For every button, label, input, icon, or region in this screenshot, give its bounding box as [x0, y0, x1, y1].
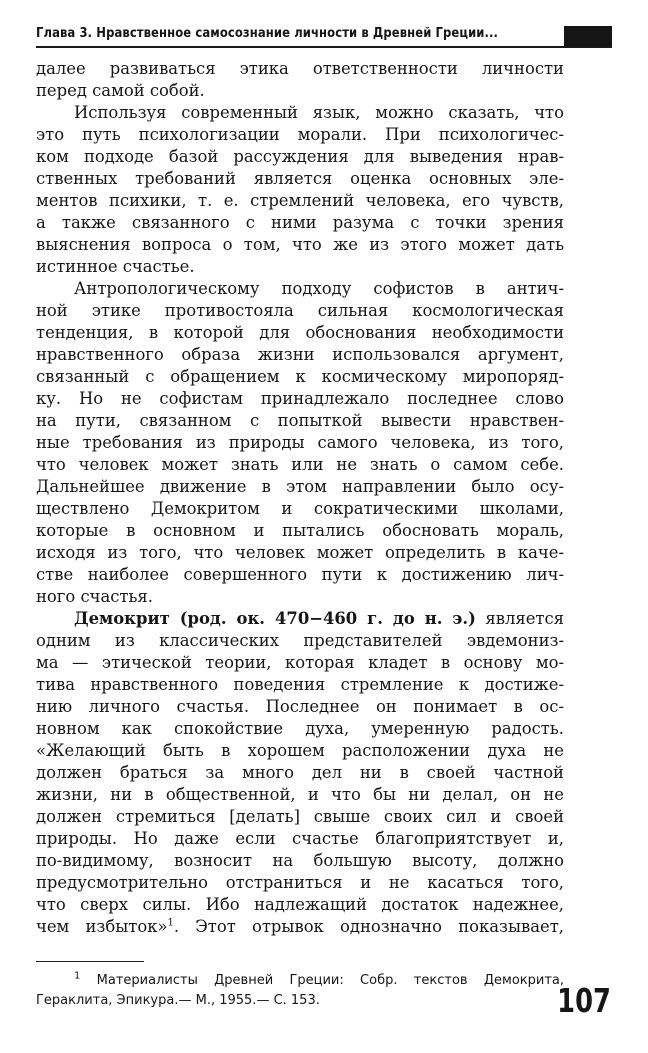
footnote-marker: 1 — [74, 971, 81, 982]
text-line — [36, 190, 564, 212]
line-text: нию личного счастья. Последнее он понимает в ос- — [36, 697, 564, 716]
line-text: ной этике противостояла сильная космологическая — [36, 301, 564, 320]
running-head-title: Глава 3. Нравственное самосознание личности в Древней Греции... — [36, 25, 499, 41]
text-line — [36, 894, 564, 916]
footnote-reference: 1 — [167, 917, 174, 929]
text-line — [36, 850, 564, 872]
line-text: одним из классических представителей эвдемониз- — [36, 631, 564, 650]
line-text: далее развиваться этика ответственности личности — [36, 59, 564, 78]
line-text: предусмотрительно отстраниться и не касаться того, — [36, 873, 564, 892]
footnote-line — [36, 971, 564, 991]
text-line — [36, 212, 564, 234]
text-line — [36, 718, 564, 740]
line-text: ществлено Демокритом и сократическими школами, — [36, 499, 564, 518]
running-head — [36, 24, 612, 48]
text-line — [36, 476, 564, 498]
footnote — [36, 971, 564, 1011]
page-number: 107 — [557, 981, 611, 1020]
line-text: . Этот отрывок однозначно показывает, — [173, 917, 564, 936]
line-text: на пути, связанном с попыткой вывести нравствен- — [36, 411, 564, 430]
text-line — [36, 806, 564, 828]
text-line — [36, 872, 564, 894]
text-line — [36, 256, 564, 278]
text-line — [36, 652, 564, 674]
line-text: Антропологическому подходу софистов в антич- — [74, 279, 564, 298]
line-text: жизни, ни в общественной, и что бы ни делал, он не — [36, 785, 564, 804]
bold-name: Демокрит (род. ок. 470−460 г. до н. э.) — [74, 609, 476, 628]
text-line — [36, 740, 564, 762]
line-text: Используя современный язык, можно сказать, что — [74, 103, 564, 122]
text-line — [36, 630, 564, 652]
line-text: ного счастья. — [36, 587, 153, 606]
line-text: должен стремиться [делать] свыше своих сил и своей — [36, 807, 564, 826]
text-line — [36, 916, 564, 938]
line-text: по-видимому, возносит на большую высоту, должно — [36, 851, 564, 870]
line-text: является — [475, 609, 564, 628]
text-line — [36, 498, 564, 520]
text-line — [36, 410, 564, 432]
line-text: Гераклита, Эпикура.— М., 1955.— С. 153. — [36, 993, 320, 1008]
text-line — [36, 234, 564, 256]
text-line — [36, 344, 564, 366]
line-text: что сверх силы. Ибо надлежащий достаток надежнее, — [36, 895, 564, 914]
line-text: нравственного образа жизни использовался аргумент, — [36, 345, 564, 364]
text-line — [36, 564, 564, 586]
footnote-divider — [36, 961, 144, 962]
line-text: это путь психологизации морали. При психологичес- — [36, 125, 564, 144]
text-line — [36, 674, 564, 696]
line-text: ку. Но не софистам принадлежало последнее слово — [36, 389, 564, 408]
line-text: перед самой собой. — [36, 81, 205, 100]
text-line — [36, 828, 564, 850]
line-text: выяснения вопроса о том, что же из этого может дать — [36, 235, 564, 254]
text-line — [36, 432, 564, 454]
text-line — [36, 322, 564, 344]
line-text: ком подходе базой рассуждения для выведения нрав- — [36, 147, 564, 166]
line-text: природы. Но даже если счастье благоприятствует и, — [36, 829, 564, 848]
running-head-bar — [564, 26, 612, 46]
line-text: Дальнейшее движение в этом направлении было осу- — [36, 477, 564, 496]
line-text: Материалисты Древней Греции: Собр. текстов Демокрита, — [80, 973, 564, 988]
line-text: новном как спокойствие духа, умеренную радость. — [36, 719, 564, 738]
text-line — [36, 102, 564, 124]
line-text: ные требования из природы самого человека, из того, — [36, 433, 564, 452]
text-line — [36, 168, 564, 190]
text-line — [36, 146, 564, 168]
line-text: которые в основном и пытались обосновать мораль, — [36, 521, 564, 540]
text-line — [36, 58, 564, 80]
line-text: а также связанного с ними разума с точки зрения — [36, 213, 564, 232]
text-line — [36, 124, 564, 146]
text-line — [36, 542, 564, 564]
line-text: тенденция, в которой для обоснования необходимости — [36, 323, 564, 342]
text-line — [36, 388, 564, 410]
text-line — [36, 762, 564, 784]
line-text: что человек может знать или не знать о самом себе. — [36, 455, 564, 474]
line-text: должен браться за много дел ни в своей частной — [36, 763, 564, 782]
text-line — [36, 366, 564, 388]
text-line — [36, 278, 564, 300]
line-text: истинное счастье. — [36, 257, 195, 276]
line-text: ма — этической теории, которая кладет в основу мо- — [36, 653, 564, 672]
text-line — [36, 784, 564, 806]
line-text: «Желающий быть в хорошем расположении духа не — [36, 741, 564, 760]
text-line — [36, 608, 564, 630]
line-text: исходя из того, что человек может определить в каче- — [36, 543, 564, 562]
footnote-line — [36, 991, 564, 1011]
text-line — [36, 696, 564, 718]
text-line — [36, 586, 564, 608]
line-text: ментов психики, т. е. стремлений человека, его чувств, — [36, 191, 564, 210]
line-text: ственных требований является оценка основных эле- — [36, 169, 564, 188]
line-text: стве наиболее совершенного пути к достижению лич- — [36, 565, 564, 584]
line-text: чем избыток» — [36, 917, 168, 936]
line-text: тива нравственного поведения стремление к достиже- — [36, 675, 564, 694]
text-line — [36, 300, 564, 322]
text-line — [36, 520, 564, 542]
text-line — [36, 454, 564, 476]
body-text — [36, 58, 564, 938]
line-text: связанный с обращением к космическому миропоряд- — [36, 367, 564, 386]
text-line — [36, 80, 564, 102]
